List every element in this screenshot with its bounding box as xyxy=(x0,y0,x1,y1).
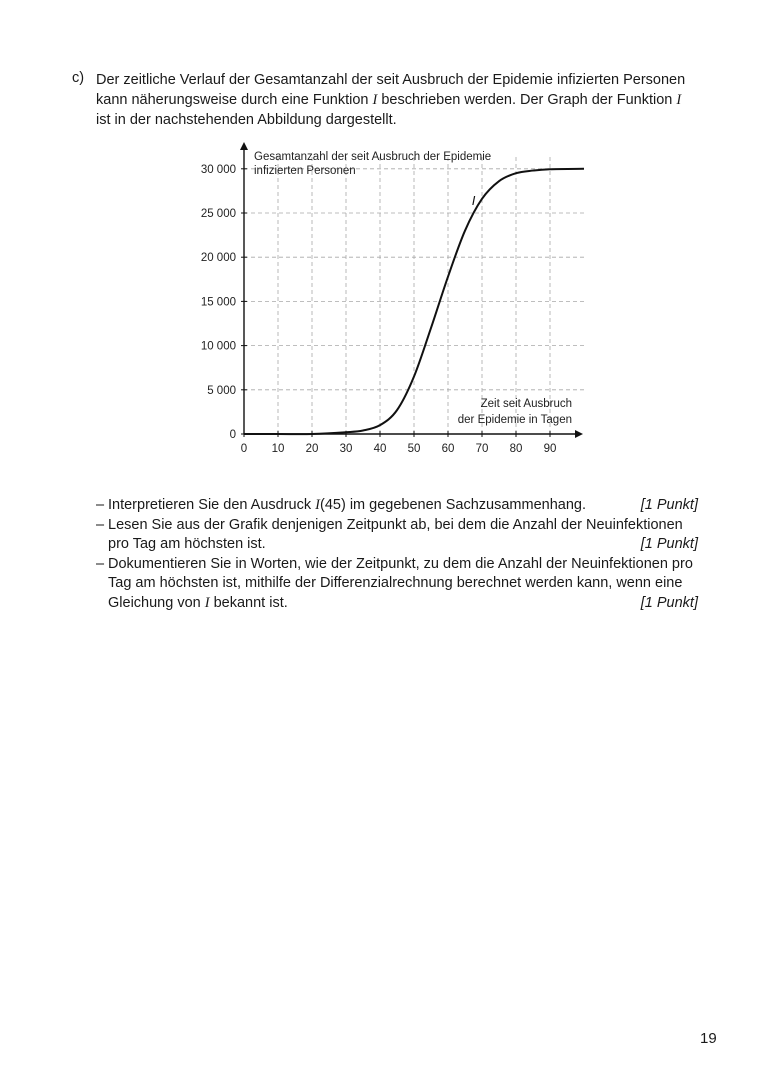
x-tick-label: 10 xyxy=(271,443,285,455)
y-tick-label: 5 000 xyxy=(207,384,236,397)
function-symbol: I xyxy=(315,497,320,513)
chart-axes xyxy=(240,142,583,438)
x-tick-label: 0 xyxy=(240,443,248,455)
task-text: Dokumentieren Sie in Worten, wie der Zeitpunkt, zu dem die Anzahl der Neuinfektionen pro xyxy=(108,555,693,572)
x-axis-label-line-2: der Epidemie in Tagen xyxy=(457,414,572,426)
intro-text xyxy=(96,70,716,130)
y-tick-label: 15 000 xyxy=(200,296,236,309)
task-text: Gleichung von xyxy=(108,594,205,611)
intro-line-3: ist in der nachstehenden Abbildung dargestellt. xyxy=(96,112,397,128)
x-tick-label: 70 xyxy=(475,443,489,455)
function-symbol: I xyxy=(676,92,682,108)
x-tick-label: 50 xyxy=(407,443,421,455)
y-axis-label-line-1: Gesamtanzahl der seit Ausbruch der Epidemie xyxy=(254,151,492,163)
task-dash: – xyxy=(96,516,105,533)
y-axis-label-line-2: infizierten Personen xyxy=(254,165,356,177)
x-axis-arrow-icon xyxy=(575,430,583,438)
task-dash: – xyxy=(96,497,105,513)
task-item xyxy=(96,555,698,614)
task-list xyxy=(96,496,698,613)
y-tick-label: 0 xyxy=(229,429,236,441)
task-item xyxy=(96,516,698,555)
intro-line-2-text-b: beschrieben werden. Der Graph der Funktion xyxy=(377,92,677,108)
task-points: [1 Punkt] xyxy=(640,497,698,513)
page-number: 19 xyxy=(700,1030,717,1047)
y-tick-label: 20 000 xyxy=(200,252,236,265)
task-points: [1 Punkt] xyxy=(640,594,698,611)
chart-ticks xyxy=(201,164,557,455)
x-tick-label: 80 xyxy=(509,443,523,455)
task-text: bekannt ist. xyxy=(209,594,288,611)
task-text: Lesen Sie aus der Grafik denjenigen Zeitpunkt ab, bei dem die Anzahl der Neuinfektionen xyxy=(108,516,683,533)
intro-line-1: Der zeitliche Verlauf der Gesamtanzahl der seit Ausbruch der Epidemie infizierten Personen xyxy=(96,72,686,88)
curve-label: I xyxy=(471,193,476,208)
task-points: [1 Punkt] xyxy=(640,536,698,552)
function-symbol: I xyxy=(204,594,210,611)
intro-line-2-text-a: kann näherungsweise durch eine Funktion xyxy=(96,92,373,108)
x-axis-label-line-1: Zeit seit Ausbruch xyxy=(480,398,572,410)
y-axis-arrow-icon xyxy=(240,142,248,150)
part-label: c) xyxy=(72,70,85,86)
y-tick-label: 25 000 xyxy=(200,208,236,220)
x-tick-label: 40 xyxy=(373,443,387,455)
function-symbol: I xyxy=(372,92,378,108)
x-tick-label: 20 xyxy=(305,443,319,455)
task-text: (45) im gegebenen Sachzusammenhang. xyxy=(320,497,586,513)
chart-grid xyxy=(244,156,584,434)
x-tick-label: 30 xyxy=(339,443,353,455)
task-text: Interpretieren Sie den Ausdruck xyxy=(108,497,316,513)
task-text: pro Tag am höchsten ist. xyxy=(108,536,266,552)
task-line xyxy=(108,574,698,594)
y-tick-label: 10 000 xyxy=(200,340,236,353)
task-line xyxy=(108,535,698,555)
chart-labels xyxy=(254,151,572,426)
task-item xyxy=(96,496,698,516)
x-tick-label: 60 xyxy=(441,443,455,455)
task-line xyxy=(108,555,698,575)
task-line xyxy=(108,594,698,614)
x-tick-label: 90 xyxy=(543,443,557,455)
task-line xyxy=(108,496,698,516)
intro-line-2 xyxy=(96,90,716,110)
task-dash: – xyxy=(96,555,105,572)
infection-chart xyxy=(180,138,600,468)
task-text: Tag am höchsten ist, mithilfe der Differenzialrechnung berechnet werden kann, wenn eine xyxy=(108,575,683,591)
y-tick-label: 30 000 xyxy=(200,163,236,176)
task-line xyxy=(108,516,698,536)
